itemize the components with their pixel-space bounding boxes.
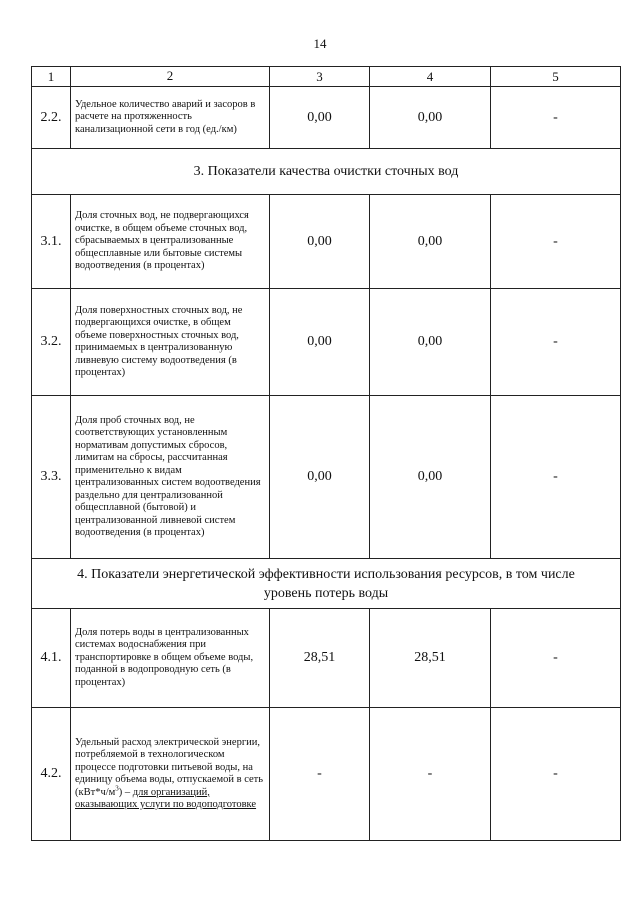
row-number: 4.1.	[32, 609, 71, 708]
indicator-name-superscript: 3	[115, 784, 119, 792]
table-row-2-2	[32, 87, 621, 149]
row-number: 3.3.	[32, 396, 71, 559]
value-col-5: -	[491, 195, 621, 289]
indicator-name: Доля проб сточных вод, не соответствующих установленным нормативам допустимых сбросов, лимитам на сбросы, рассчитанная применительно к видам централизованных систем водоотведения раздельно для централизованной общесплавной (бытовой) и централизованной ливневой систем водоотведения (в процентах)	[71, 396, 270, 559]
indicator-name: Доля поверхностных сточных вод, не подвергающихся очистке, в общем объеме поверхностных сточных вод, принимаемых в централизованную ливневую систему водоотведения (в процентах)	[71, 289, 270, 396]
header-col-2: 2	[71, 67, 270, 87]
value-col-3: 0,00	[270, 87, 370, 149]
row-number: 4.2.	[32, 708, 71, 841]
indicator-name	[71, 708, 270, 841]
indicator-name-after: ) –	[118, 786, 133, 798]
indicator-name: Доля потерь воды в централизованных системах водоснабжения при транспортировке в общем объеме воды, поданной в водопроводную сеть (в процентах)	[71, 609, 270, 708]
value-col-5: -	[491, 396, 621, 559]
value-col-4: 0,00	[370, 396, 491, 559]
indicator-name: Удельное количество аварий и засоров в расчете на протяженность канализационной сети в год (ед./км)	[71, 87, 270, 149]
table-row-3-1	[32, 195, 621, 289]
page-number: 14	[313, 36, 327, 51]
header-col-5: 5	[491, 67, 621, 87]
value-col-4: 0,00	[370, 195, 491, 289]
section-4-title: 4. Показатели энергетической эффективности использования ресурсов, в том числе уровень потерь воды	[32, 559, 621, 609]
row-number: 2.2.	[32, 87, 71, 149]
section-3-title: 3. Показатели качества очистки сточных вод	[32, 149, 621, 195]
table-row-3-3	[32, 396, 621, 559]
indicators-table	[31, 66, 621, 841]
indicator-name-underlined: для организаций, оказывающих услуги по водоподготовке	[75, 786, 257, 810]
row-number: 3.2.	[32, 289, 71, 396]
value-col-3: 28,51	[270, 609, 370, 708]
table-row-3-2	[32, 289, 621, 396]
table-row-4-2	[32, 708, 621, 841]
value-col-5: -	[491, 609, 621, 708]
indicator-name-main: Удельный расход электрической энергии, потребляемой в технологическом процессе подготовки питьевой воды, на единицу объема воды, отпускаемой в сеть (кВт*ч/м	[75, 736, 264, 798]
value-col-5: -	[491, 87, 621, 149]
indicator-name: Доля сточных вод, не подвергающихся очистке, в общем объеме сточных вод, сбрасываемых в централизованные общесплавные или бытовые системы водоотведения (в процентах)	[71, 195, 270, 289]
value-col-5: -	[491, 708, 621, 841]
section-4-row	[32, 559, 621, 609]
header-col-1: 1	[32, 67, 71, 87]
value-col-3: 0,00	[270, 289, 370, 396]
value-col-4: 0,00	[370, 289, 491, 396]
value-col-4: -	[370, 708, 491, 841]
value-col-4: 28,51	[370, 609, 491, 708]
table-row-4-1	[32, 609, 621, 708]
value-col-5: -	[491, 289, 621, 396]
value-col-3: 0,00	[270, 195, 370, 289]
row-number: 3.1.	[32, 195, 71, 289]
section-3-row	[32, 149, 621, 195]
header-col-4: 4	[370, 67, 491, 87]
value-col-3: -	[270, 708, 370, 841]
value-col-3: 0,00	[270, 396, 370, 559]
value-col-4: 0,00	[370, 87, 491, 149]
table-header-row	[32, 67, 621, 87]
header-col-3: 3	[270, 67, 370, 87]
